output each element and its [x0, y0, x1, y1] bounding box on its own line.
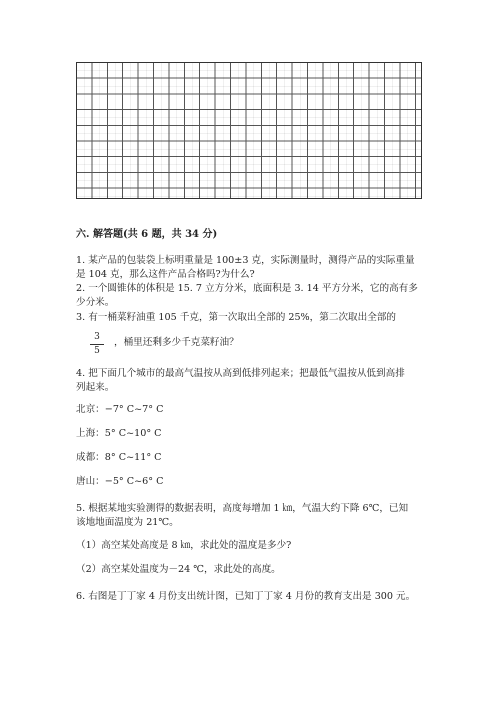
question-3-line-2: ，桶里还剩多少千克菜籽油？ [114, 337, 239, 348]
city-tangshan: 唐山：−5° C~6° C [76, 476, 164, 487]
city-beijing: 北京：−7° C~7° C [76, 404, 164, 415]
city-chengdu: 成都：8° C~11° C [76, 452, 162, 463]
fraction-three-fifths [90, 332, 104, 357]
question-4-line-1: 4. 把下面几个城市的最高气温按从高到低排列起来；把最低气温按从低到高排 [76, 368, 405, 379]
question-6-line-1: 6. 右图是丁丁家 4 月份支出统计图，已知丁丁家 4 月份的教育支出是 300 元。 [76, 591, 416, 602]
question-5-line-2: 该地地面温度为 21℃。 [76, 517, 179, 528]
section-title: 六. 解答题(共 6 题，共 34 分) [76, 229, 218, 240]
question-2-line-2: 少分米。 [76, 297, 115, 308]
answer-grid [76, 62, 422, 199]
question-5-sub-1: （1）高空某处高度是 8 ㎞，求此处的温度是多少? [76, 540, 292, 551]
question-5-sub-2: （2）高空某处温度为－24 ℃，求此处的高度。 [76, 564, 281, 575]
fraction-numerator: 3 [90, 332, 104, 345]
question-1-line-2: 是 104 克，那么这件产品合格吗?为什么? [76, 269, 255, 280]
question-2-line-1: 2. 一个圆锥体的体积是 15. 7 立方分米，底面积是 3. 14 平方分米，它的高有多 [76, 283, 418, 294]
question-1-line-1: 1. 某产品的包装袋上标明重量是 100±3 克，实际测量时，测得产品的实际重量 [76, 255, 415, 266]
city-shanghai: 上海：5° C~10° C [76, 428, 162, 439]
fraction-denominator: 5 [94, 346, 100, 356]
question-5-line-1: 5. 根据某地实验测得的数据表明，高度每增加 1 ㎞，气温大约下降 6℃，已知 [76, 503, 409, 514]
question-3-line-1: 3. 有一桶菜籽油重 105 千克，第一次取出全部的 25%，第二次取出全部的 [76, 312, 397, 323]
question-4-line-2: 列起来。 [76, 382, 115, 393]
